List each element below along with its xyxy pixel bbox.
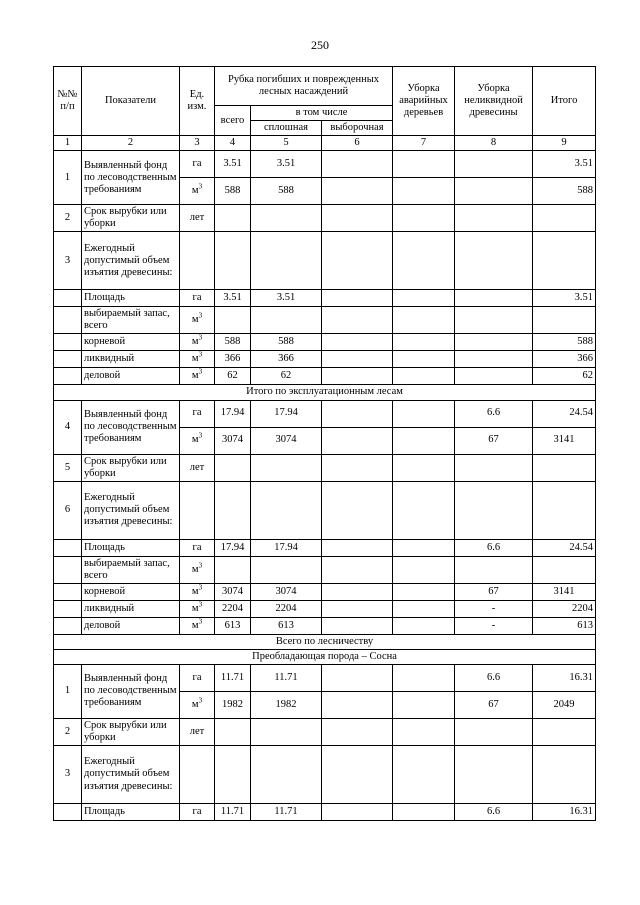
- value-cell: 3.51: [215, 151, 251, 178]
- value-cell: 11.71: [251, 664, 322, 691]
- row-label: выбираемый запас, всего: [82, 307, 180, 334]
- table-row: [54, 539, 596, 556]
- section-title: Преобладающая порода – Сосна: [54, 649, 596, 664]
- row-label: Площадь: [82, 539, 180, 556]
- unit-cell: га: [180, 804, 215, 821]
- row-number: 2: [54, 205, 82, 232]
- row-number: 5: [54, 454, 82, 481]
- row-label: корневой: [82, 334, 180, 351]
- col-num-7: 7: [393, 136, 455, 151]
- header-num: №№ п/п: [54, 67, 82, 136]
- value-cell: 3.51: [533, 290, 596, 307]
- table-row: [54, 151, 596, 178]
- value-cell: 67: [455, 427, 533, 454]
- value-cell: 2204: [251, 600, 322, 617]
- table-row: [54, 368, 596, 385]
- value-cell: 3074: [251, 427, 322, 454]
- section-title: Всего по лесничеству: [54, 634, 596, 649]
- value-cell: 588: [251, 178, 322, 205]
- row-number: 1: [54, 151, 82, 205]
- table-row: [54, 718, 596, 745]
- value-cell: 6.6: [455, 539, 533, 556]
- unit-cell: $м^3$: [180, 600, 215, 617]
- row-number: 3: [54, 232, 82, 290]
- value-cell: 3.51: [251, 151, 322, 178]
- unit-cell: $м^3$: [180, 427, 215, 454]
- table-row: [54, 205, 596, 232]
- table-row: [54, 600, 596, 617]
- value-cell: 1982: [215, 691, 251, 718]
- value-cell: 11.71: [215, 804, 251, 821]
- value-cell: 2204: [533, 600, 596, 617]
- table-row: [54, 583, 596, 600]
- value-cell: 17.94: [251, 400, 322, 427]
- value-cell: 16.31: [533, 664, 596, 691]
- table-row: [54, 481, 596, 539]
- header-unit: Ед. изм.: [180, 67, 215, 136]
- value-cell: 3074: [215, 427, 251, 454]
- col-num-5: 5: [251, 136, 322, 151]
- value-cell: 613: [215, 617, 251, 634]
- header-row-1: [54, 67, 596, 106]
- row-number: 4: [54, 400, 82, 454]
- value-cell: [455, 178, 533, 205]
- header-selective: выборочная: [322, 121, 393, 136]
- row-number: 1: [54, 664, 82, 718]
- value-cell: -: [455, 617, 533, 634]
- header-illiquid: Уборка неликвидной древесины: [455, 67, 533, 136]
- value-cell: 366: [533, 351, 596, 368]
- row-label: деловой: [82, 617, 180, 634]
- table-row: [54, 454, 596, 481]
- col-num-4: 4: [215, 136, 251, 151]
- value-cell: 3.51: [251, 290, 322, 307]
- row-label: Ежегодный допустимый объем изъятия древесины:: [82, 746, 180, 804]
- unit-cell: $м^3$: [180, 368, 215, 385]
- unit-cell: лет: [180, 205, 215, 232]
- unit-cell: лет: [180, 454, 215, 481]
- unit-cell: га: [180, 400, 215, 427]
- value-cell: 3141: [533, 583, 596, 600]
- row-number: 3: [54, 746, 82, 804]
- unit-cell: $м^3$: [180, 178, 215, 205]
- col-num-6: 6: [322, 136, 393, 151]
- unit-cell: $м^3$: [180, 617, 215, 634]
- row-label: Срок вырубки или уборки: [82, 718, 180, 745]
- value-cell: 588: [533, 178, 596, 205]
- value-cell: 62: [533, 368, 596, 385]
- section-row: [54, 649, 596, 664]
- value-cell: 67: [455, 691, 533, 718]
- value-cell: 16.31: [533, 804, 596, 821]
- value-cell: 3.51: [533, 151, 596, 178]
- value-cell: 17.94: [215, 539, 251, 556]
- table-row: [54, 617, 596, 634]
- value-cell: 2204: [215, 600, 251, 617]
- unit-cell: $м^3$: [180, 334, 215, 351]
- value-cell: 62: [251, 368, 322, 385]
- value-cell: 11.71: [215, 664, 251, 691]
- row-label: Выявленный фонд по лесоводственным требованиям: [82, 151, 180, 205]
- unit-cell: лет: [180, 718, 215, 745]
- table-row: [54, 232, 596, 290]
- value-cell: [322, 178, 393, 205]
- value-cell: 67: [455, 583, 533, 600]
- value-cell: 3074: [251, 583, 322, 600]
- header-emergency: Уборка аварийных деревьев: [393, 67, 455, 136]
- value-cell: 6.6: [455, 664, 533, 691]
- value-cell: 11.71: [251, 804, 322, 821]
- unit-cell: $м^3$: [180, 351, 215, 368]
- row-label: Срок вырубки или уборки: [82, 205, 180, 232]
- value-cell: 3074: [215, 583, 251, 600]
- table-row: [54, 556, 596, 583]
- row-label: Ежегодный допустимый объем изъятия древесины:: [82, 232, 180, 290]
- col-num-1: 1: [54, 136, 82, 151]
- section-row: [54, 634, 596, 649]
- value-cell: 17.94: [215, 400, 251, 427]
- table-row: [54, 334, 596, 351]
- row-label: Срок вырубки или уборки: [82, 454, 180, 481]
- row-number: 2: [54, 718, 82, 745]
- header-including: в том числе: [251, 106, 393, 121]
- header-felling: Рубка погибших и поврежденных лесных насаждений: [215, 67, 393, 106]
- unit-cell: $м^3$: [180, 583, 215, 600]
- header-indicator: Показатели: [82, 67, 180, 136]
- value-cell: 588: [251, 334, 322, 351]
- forest-felling-table: [53, 66, 596, 821]
- value-cell: 3.51: [215, 290, 251, 307]
- col-num-3: 3: [180, 136, 215, 151]
- value-cell: [393, 178, 455, 205]
- value-cell: 6.6: [455, 400, 533, 427]
- value-cell: 613: [251, 617, 322, 634]
- row-label: ликвидный: [82, 600, 180, 617]
- unit-cell: га: [180, 151, 215, 178]
- value-cell: 588: [215, 178, 251, 205]
- row-label: выбираемый запас, всего: [82, 556, 180, 583]
- value-cell: [322, 151, 393, 178]
- unit-cell: га: [180, 539, 215, 556]
- unit-cell: га: [180, 290, 215, 307]
- value-cell: 6.6: [455, 804, 533, 821]
- col-num-8: 8: [455, 136, 533, 151]
- row-label: деловой: [82, 368, 180, 385]
- table-row: [54, 746, 596, 804]
- row-label: корневой: [82, 583, 180, 600]
- value-cell: 613: [533, 617, 596, 634]
- value-cell: [455, 151, 533, 178]
- page-number: 250: [311, 38, 329, 52]
- value-cell: 24.54: [533, 539, 596, 556]
- row-label: Площадь: [82, 804, 180, 821]
- value-cell: 588: [215, 334, 251, 351]
- unit-cell: га: [180, 664, 215, 691]
- row-label: Ежегодный допустимый объем изъятия древесины:: [82, 481, 180, 539]
- value-cell: 24.54: [533, 400, 596, 427]
- col-num-9: 9: [533, 136, 596, 151]
- value-cell: [393, 151, 455, 178]
- table-row: [54, 400, 596, 427]
- column-number-row: [54, 136, 596, 151]
- value-cell: 3141: [533, 427, 596, 454]
- value-cell: 588: [533, 334, 596, 351]
- unit-cell: $м^3$: [180, 691, 215, 718]
- table-row: [54, 307, 596, 334]
- value-cell: 366: [251, 351, 322, 368]
- section-row: [54, 385, 596, 400]
- table-row: [54, 664, 596, 691]
- header-total: всего: [215, 106, 251, 136]
- row-label: Выявленный фонд по лесоводственным требованиям: [82, 664, 180, 718]
- section-title: Итого по эксплуатационным лесам: [54, 385, 596, 400]
- row-label: ликвидный: [82, 351, 180, 368]
- table-row: [54, 804, 596, 821]
- value-cell: 2049: [533, 691, 596, 718]
- header-result: Итого: [533, 67, 596, 136]
- row-number: 6: [54, 481, 82, 539]
- value-cell: 17.94: [251, 539, 322, 556]
- unit-cell: $м^3$: [180, 556, 215, 583]
- row-label: Выявленный фонд по лесоводственным требованиям: [82, 400, 180, 454]
- col-num-2: 2: [82, 136, 180, 151]
- value-cell: 1982: [251, 691, 322, 718]
- table-row: [54, 351, 596, 368]
- header-clear: сплошная: [251, 121, 322, 136]
- value-cell: 62: [215, 368, 251, 385]
- value-cell: -: [455, 600, 533, 617]
- table-row: [54, 290, 596, 307]
- value-cell: 366: [215, 351, 251, 368]
- row-label: Площадь: [82, 290, 180, 307]
- unit-cell: $м^3$: [180, 307, 215, 334]
